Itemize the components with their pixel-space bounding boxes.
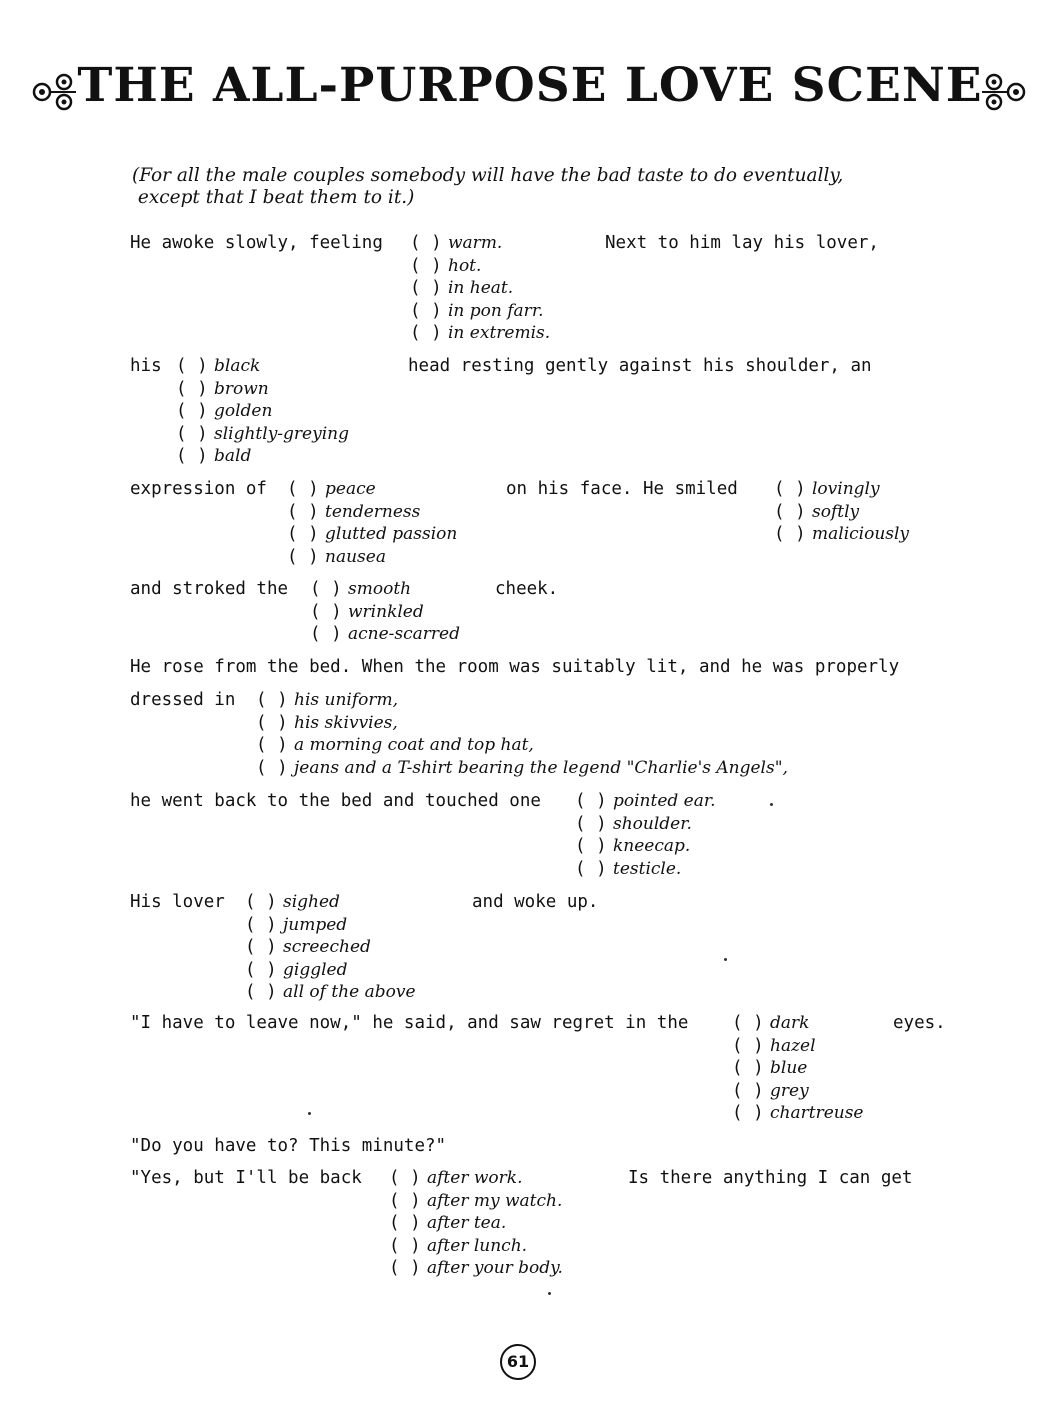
option-label: pointed ear. (613, 791, 716, 811)
checkbox[interactable]: ( ) (176, 356, 208, 376)
option-group-back (389, 1167, 563, 1280)
option-group-cheek (310, 578, 460, 646)
option-cheek[interactable] (310, 623, 460, 646)
checkbox[interactable]: ( ) (176, 378, 208, 399)
checkbox[interactable]: ( ) (256, 735, 288, 755)
option-hair[interactable] (176, 378, 349, 401)
option-dress[interactable] (256, 757, 788, 780)
checkbox[interactable]: ( ) (176, 446, 208, 466)
speck (770, 803, 773, 806)
sentence-fragment: He rose from the bed. When the room was suitably lit, and he was properly (130, 657, 900, 677)
checkbox[interactable]: ( ) (256, 712, 288, 733)
option-lover[interactable] (245, 936, 416, 959)
option-hair[interactable] (176, 400, 349, 423)
option-label: acne-scarred (348, 624, 460, 644)
option-lover[interactable] (245, 914, 416, 937)
option-back[interactable] (389, 1212, 563, 1235)
option-lover[interactable] (245, 891, 416, 914)
option-label: in pon farr. (448, 300, 544, 321)
checkbox[interactable]: ( ) (310, 579, 342, 599)
option-label: in extremis. (448, 323, 551, 343)
checkbox[interactable]: ( ) (732, 1103, 764, 1123)
option-label: after my watch. (427, 1190, 563, 1211)
checkbox[interactable]: ( ) (774, 524, 806, 544)
subtitle: (For all the male couples somebody will have the bad taste to do eventually, except that I beat them to it.) (132, 165, 844, 208)
option-group-touch (575, 790, 716, 880)
option-label: his uniform, (294, 690, 399, 710)
option-feeling[interactable] (410, 277, 550, 300)
option-label: jumped (283, 914, 348, 935)
checkbox[interactable]: ( ) (245, 959, 277, 980)
checkbox[interactable]: ( ) (245, 914, 277, 935)
sentence-fragment: his (130, 356, 162, 376)
option-label: slightly-greying (214, 423, 349, 444)
option-back[interactable] (389, 1235, 563, 1258)
option-group-dress (256, 689, 788, 779)
checkbox[interactable]: ( ) (310, 601, 342, 622)
option-label: chartreuse (770, 1103, 864, 1123)
option-label: smooth (348, 579, 412, 599)
option-label: black (214, 356, 261, 376)
option-feeling[interactable] (410, 255, 550, 278)
checkbox[interactable]: ( ) (410, 233, 442, 253)
option-eyes[interactable] (732, 1057, 863, 1080)
option-dress[interactable] (256, 712, 788, 735)
speck (548, 1292, 551, 1295)
option-touch[interactable] (575, 835, 716, 858)
sentence-fragment: eyes. (893, 1013, 946, 1033)
option-label: testicle. (613, 858, 682, 879)
checkbox[interactable]: ( ) (575, 791, 607, 811)
checkbox[interactable]: ( ) (732, 1080, 764, 1101)
checkbox[interactable]: ( ) (732, 1013, 764, 1033)
sentence-fragment: Is there anything I can get (628, 1168, 913, 1188)
option-eyes[interactable] (732, 1035, 863, 1058)
option-dress[interactable] (256, 689, 788, 712)
checkbox[interactable]: ( ) (389, 1235, 421, 1256)
option-label: his skivvies, (294, 712, 398, 733)
option-eyes[interactable] (732, 1012, 863, 1035)
checkbox[interactable]: ( ) (774, 479, 806, 499)
checkbox[interactable]: ( ) (389, 1213, 421, 1233)
option-label: dark (770, 1013, 810, 1033)
option-eyes[interactable] (732, 1102, 863, 1125)
option-label: hot. (448, 255, 482, 276)
sentence-fragment: "I have to leave now," he said, and saw regret in the (130, 1013, 689, 1033)
option-label: brown (214, 378, 269, 399)
option-lover[interactable] (245, 959, 416, 982)
option-expression[interactable] (287, 523, 457, 546)
option-label: blue (770, 1058, 808, 1078)
option-feeling[interactable] (410, 300, 550, 323)
sentence-fragment: expression of (130, 479, 267, 499)
option-label: hazel (770, 1035, 816, 1056)
option-label: after your body. (427, 1258, 563, 1278)
option-label: bald (214, 446, 252, 466)
speck (724, 958, 727, 961)
option-cheek[interactable] (310, 578, 460, 601)
option-label: nausea (325, 546, 386, 567)
option-expression[interactable] (287, 478, 457, 501)
sentence-fragment: and woke up. (472, 892, 599, 912)
checkbox[interactable]: ( ) (287, 524, 319, 544)
option-group-lover (245, 891, 416, 1004)
checkbox[interactable]: ( ) (410, 300, 442, 321)
checkbox[interactable]: ( ) (245, 937, 277, 957)
checkbox[interactable]: ( ) (287, 546, 319, 567)
checkbox[interactable]: ( ) (389, 1190, 421, 1211)
checkbox[interactable]: ( ) (389, 1168, 421, 1188)
option-dress[interactable] (256, 734, 788, 757)
sentence-fragment: "Do you have to? This minute?" (130, 1136, 447, 1156)
checkbox[interactable]: ( ) (410, 255, 442, 276)
sentence-fragment: His lover (130, 892, 225, 912)
checkbox[interactable]: ( ) (774, 501, 806, 522)
option-label: kneecap. (613, 836, 691, 856)
checkbox[interactable]: ( ) (732, 1058, 764, 1078)
option-feeling[interactable] (410, 322, 550, 345)
option-cheek[interactable] (310, 601, 460, 624)
page-title: THE ALL-PURPOSE LOVE SCENE (77, 58, 983, 113)
option-label: all of the above (283, 982, 416, 1002)
option-label: after work. (427, 1168, 523, 1188)
option-touch[interactable] (575, 790, 716, 813)
option-group-feeling (410, 232, 550, 345)
checkbox[interactable]: ( ) (176, 423, 208, 444)
option-label: a morning coat and top hat, (294, 735, 534, 755)
option-label: tenderness (325, 501, 421, 522)
option-label: screeched (283, 937, 371, 957)
option-group-expression (287, 478, 457, 568)
option-group-eyes (732, 1012, 863, 1125)
option-group-hair (176, 355, 349, 468)
option-eyes[interactable] (732, 1080, 863, 1103)
option-feeling[interactable] (410, 232, 550, 255)
option-group-smile (774, 478, 909, 546)
option-label: giggled (283, 959, 348, 980)
option-back[interactable] (389, 1167, 563, 1190)
option-label: wrinkled (348, 601, 424, 622)
option-touch[interactable] (575, 858, 716, 881)
option-label: warm. (448, 233, 503, 253)
sentence-fragment: and stroked the (130, 579, 289, 599)
checkbox[interactable]: ( ) (245, 982, 277, 1002)
option-smile[interactable] (774, 501, 909, 524)
checkbox[interactable]: ( ) (732, 1035, 764, 1056)
option-label: after lunch. (427, 1235, 528, 1256)
checkbox[interactable]: ( ) (410, 278, 442, 298)
option-hair[interactable] (176, 445, 349, 468)
sentence-fragment: cheek. (495, 579, 559, 599)
option-lover[interactable] (245, 981, 416, 1004)
option-label: lovingly (812, 479, 880, 499)
option-smile[interactable] (774, 478, 909, 501)
sentence-fragment: head resting gently against his shoulder, an (408, 356, 872, 376)
checkbox[interactable]: ( ) (287, 501, 319, 522)
checkbox[interactable]: ( ) (575, 813, 607, 834)
option-touch[interactable] (575, 813, 716, 836)
option-label: jeans and a T-shirt bearing the legend "Charlie's Angels", (294, 757, 788, 778)
sentence-fragment: "Yes, but I'll be back (130, 1168, 362, 1188)
sentence-fragment: he went back to the bed and touched one (130, 791, 541, 811)
checkbox[interactable]: ( ) (410, 323, 442, 343)
checkbox[interactable]: ( ) (176, 401, 208, 421)
checkbox[interactable]: ( ) (575, 836, 607, 856)
option-label: maliciously (812, 524, 910, 544)
sentence-fragment: dressed in (130, 690, 236, 710)
checkbox[interactable]: ( ) (575, 858, 607, 879)
option-label: shoulder. (613, 813, 692, 834)
option-label: glutted passion (325, 524, 458, 544)
option-hair[interactable] (176, 423, 349, 446)
option-expression[interactable] (287, 501, 457, 524)
option-label: grey (770, 1080, 809, 1101)
sentence-fragment: He awoke slowly, feeling (130, 233, 383, 253)
option-back[interactable] (389, 1257, 563, 1280)
option-smile[interactable] (774, 523, 909, 546)
option-label: sighed (283, 892, 340, 912)
checkbox[interactable]: ( ) (256, 757, 288, 778)
option-label: golden (214, 401, 273, 421)
option-label: in heat. (448, 278, 514, 298)
checkbox[interactable]: ( ) (389, 1258, 421, 1278)
checkbox[interactable]: ( ) (287, 479, 319, 499)
sentence-fragment: on his face. He smiled (506, 479, 738, 499)
speck (308, 1112, 311, 1115)
checkbox[interactable]: ( ) (310, 624, 342, 644)
page-number: 61 (500, 1344, 536, 1380)
option-label: after tea. (427, 1213, 507, 1233)
checkbox[interactable]: ( ) (245, 892, 277, 912)
option-hair[interactable] (176, 355, 349, 378)
option-expression[interactable] (287, 546, 457, 569)
option-label: softly (812, 501, 860, 522)
option-label: peace (325, 479, 376, 499)
checkbox[interactable]: ( ) (256, 690, 288, 710)
sentence-fragment: Next to him lay his lover, (605, 233, 879, 253)
option-back[interactable] (389, 1190, 563, 1213)
